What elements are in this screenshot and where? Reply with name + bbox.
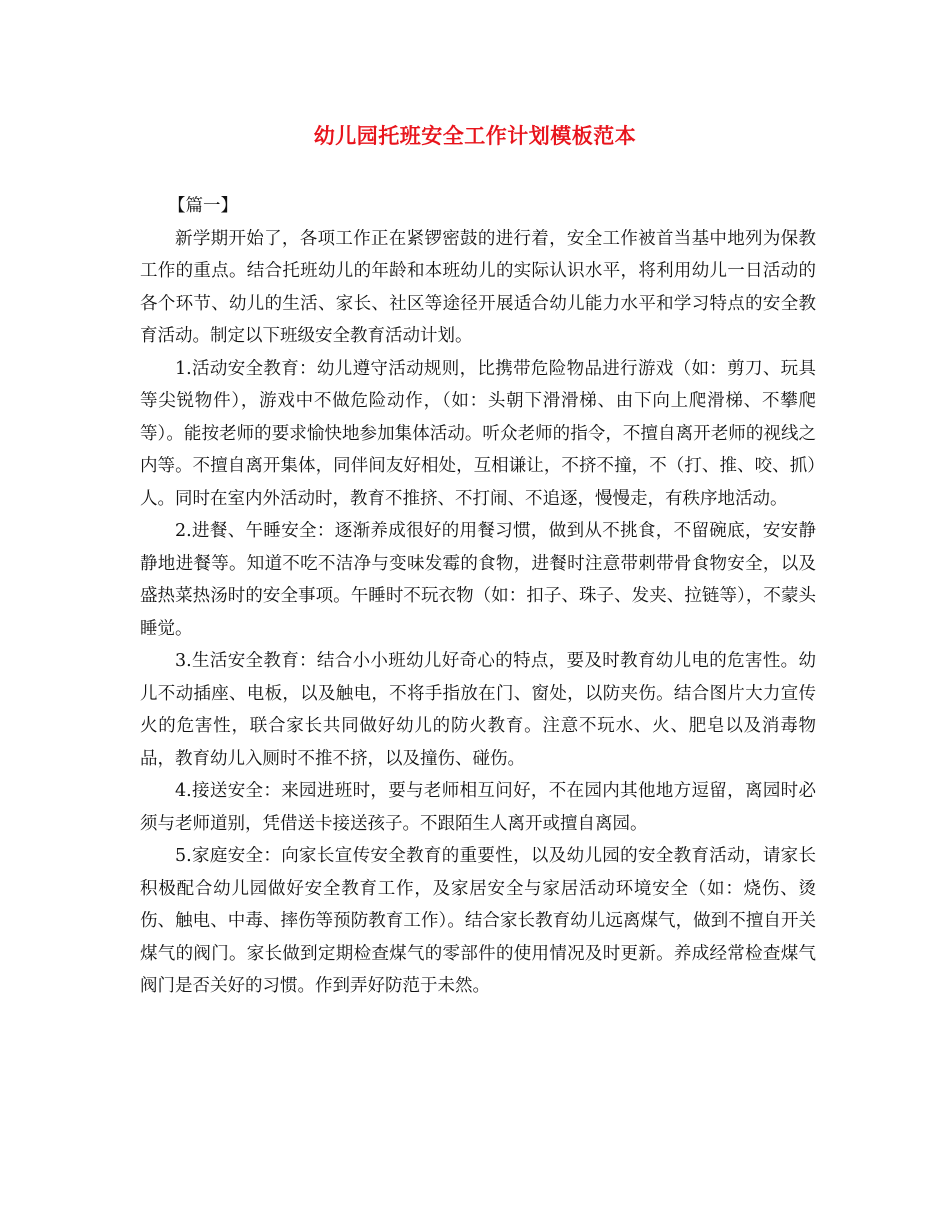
section-label: 【篇一】	[168, 196, 238, 216]
paragraph-meal-nap-safety: 2.进餐、午睡安全：逐渐养成很好的用餐习惯，做到从不挑食，不留碗底，安安静静地进餐等。知道不吃不洁净与变味发霉的食物，进餐时注意带刺带骨食物安全，以及盛热菜热汤时的安全事项。午睡时不玩衣物（如：扣子、珠子、发夹、拉链等），不蒙头睡觉。	[140, 521, 816, 639]
paragraph-pickup-safety: 4.接送安全：来园进班时，要与老师相互问好，不在园内其他地方逗留，离园时必须与老师道别，凭借送卡接送孩子。不跟陌生人离开或擅自离园。	[140, 781, 816, 834]
paragraph-intro: 新学期开始了，各项工作正在紧锣密鼓的进行着，安全工作被首当基中地列为保教工作的重点。结合托班幼儿的年龄和本班幼儿的实际认识水平，将利用幼儿一日活动的各个环节、幼儿的生活、家长、社区等途径开展适合幼儿能力水平和学习特点的安全教育活动。制定以下班级安全教育活动计划。	[140, 228, 816, 346]
document-title: 幼儿园托班安全工作计划模板范本	[313, 123, 637, 148]
paragraph-home-safety: 5.家庭安全：向家长宣传安全教育的重要性，以及幼儿园的安全教育活动，请家长积极配合幼儿园做好安全教育工作，及家居安全与家居活动环境安全（如：烧伤、烫伤、触电、中毒、摔伤等预防教育工作）。结合家长教育幼儿远离煤气，做到不擅自开关煤气的阀门。家长做到定期检查煤气的零部件的使用情况及时更新。养成经常检查煤气阀门是否关好的习惯。作到弄好防范于未然。	[140, 846, 816, 996]
paragraph-activity-safety: 1.活动安全教育：幼儿遵守活动规则，比携带危险物品进行游戏（如：剪刀、玩具等尖锐物件），游戏中不做危险动作，（如：头朝下滑滑梯、由下向上爬滑梯、不攀爬等）。能按老师的要求愉快地参加集体活动。听众老师的指令，不擅自离开老师的视线之内等。不擅自离开集体，同伴间友好相处，互相谦让，不挤不撞，不（打、推、咬、抓）人。同时在室内外活动时，教育不推挤、不打闹、不追逐，慢慢走，有秩序地活动。	[140, 358, 816, 509]
document-body	[140, 190, 816, 1003]
paragraph-life-safety: 3.生活安全教育：结合小小班幼儿好奇心的特点，要及时教育幼儿电的危害性。幼儿不动插座、电板，以及触电，不将手指放在门、窗处，以防夹伤。结合图片大力宣传火的危害性，联合家长共同做好幼儿的防火教育。注意不玩水、火、肥皂以及消毒物品，教育幼儿入厕时不推不挤，以及撞伤、碰伤。	[140, 651, 816, 769]
